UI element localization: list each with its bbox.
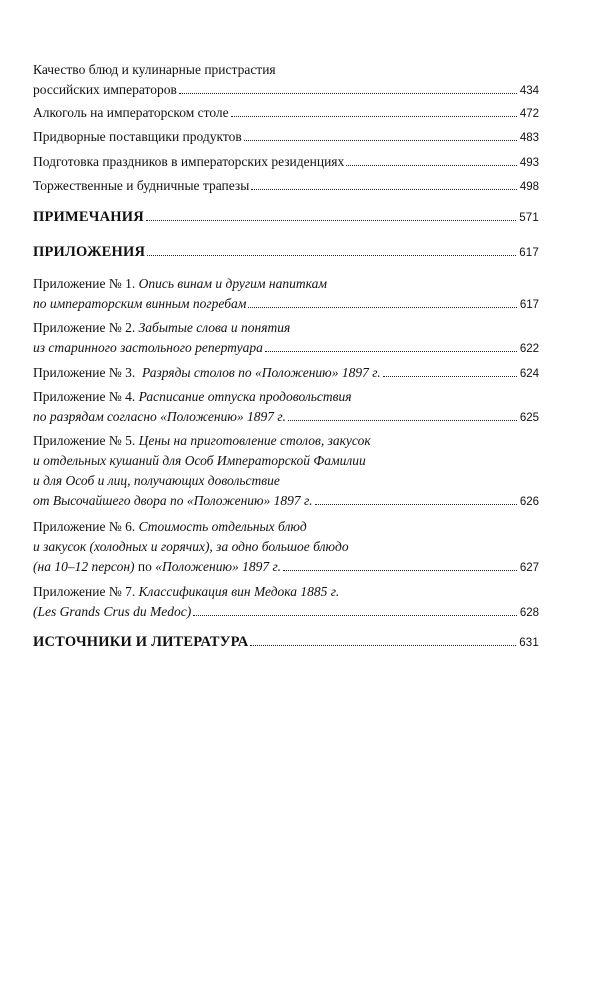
leader-dots [231, 116, 517, 117]
toc-entry-title: Подготовка праздников в императорских резиденциях [33, 154, 345, 169]
leader-dots [265, 351, 517, 352]
page-number: 628 [519, 607, 539, 619]
toc-appendix-4 [33, 387, 539, 427]
toc-entry-suppliers [33, 127, 539, 147]
appendix-label: Приложение № 3. [33, 365, 136, 380]
leader-dots [346, 165, 517, 166]
toc-appendix-3 [33, 363, 539, 383]
appendix-title: Цены на приготовление столов, закусок [138, 433, 371, 448]
page-number: 498 [519, 181, 539, 193]
page-number: 625 [519, 412, 539, 424]
appendix-label: Приложение № 1. [33, 276, 136, 291]
leader-dots [250, 645, 516, 646]
appendix-label: Приложение № 6. [33, 519, 136, 534]
toc-entry-holidays [33, 152, 539, 172]
appendix-title-cont: из старинного застольного репертуара [33, 340, 263, 355]
appendix-title: Разряды столов по «Положению» 1897 г. [141, 365, 381, 380]
appendix-title-cont: и закусок (холодных и горячих), за одно большое блюдо [33, 539, 349, 554]
page-number: 626 [519, 496, 539, 508]
leader-dots [383, 376, 517, 377]
appendix-title: Стоимость отдельных блюд [138, 519, 307, 534]
appendix-title-cont: от Высочайшего двора по «Положению» 1897 г. [33, 493, 313, 508]
page-number: 617 [519, 247, 539, 259]
leader-dots [251, 189, 517, 190]
page-number: 627 [519, 562, 539, 574]
appendix-title-cont: «Положению» 1897 г. [155, 559, 281, 574]
appendix-title-cont: и для Особ и лиц, получающих довольствие [33, 473, 280, 488]
leader-dots [193, 615, 517, 616]
page-number: 624 [519, 368, 539, 380]
leader-dots [244, 140, 517, 141]
page-number: 571 [519, 212, 539, 224]
appendix-title-cont: по императорским винным погребам [33, 296, 247, 311]
appendix-label: Приложение № 2. [33, 320, 136, 335]
appendix-title-cont: по разрядам согласно «Положению» 1897 г. [33, 409, 286, 424]
toc-entry-title: Торжественные и будничные трапезы [33, 178, 250, 193]
page-number: 631 [519, 637, 539, 649]
appendix-label: Приложение № 7. [33, 584, 136, 599]
appendix-label: Приложение № 5. [33, 433, 136, 448]
appendix-title-cont: и отдельных кушаний для Особ Императорской Фамилии [33, 453, 366, 468]
section-title: ПРИЛОЖЕНИЯ [33, 244, 146, 260]
appendix-title-cont: (Les Grands Crus du Medoc) [33, 604, 192, 619]
appendix-title: Расписание отпуска продовольствия [138, 389, 352, 404]
toc-section-notes [33, 207, 539, 227]
toc-entry-title: Придворные поставщики продуктов [33, 129, 242, 144]
appendix-title: Классификация вин Медока 1885 г. [138, 584, 340, 599]
leader-dots [248, 307, 516, 308]
leader-dots [288, 420, 517, 421]
toc-entry-title: Качество блюд и кулинарные пристрастия [33, 62, 276, 77]
toc-entry-alcohol [33, 103, 539, 123]
page-number: 472 [519, 108, 539, 120]
appendix-title: Забытые слова и понятия [138, 320, 291, 335]
page-number: 434 [519, 85, 539, 97]
appendix-label: Приложение № 4. [33, 389, 136, 404]
toc-appendix-5 [33, 431, 539, 511]
toc-section-sources [33, 632, 539, 652]
appendix-title-word: по [137, 559, 152, 574]
page-number: 483 [519, 132, 539, 144]
leader-dots [146, 220, 516, 221]
section-title: ИСТОЧНИКИ И ЛИТЕРАТУРА [33, 634, 249, 650]
toc-appendix-6 [33, 517, 539, 577]
toc-entry-meals [33, 176, 539, 196]
leader-dots [315, 504, 517, 505]
page-number: 493 [519, 157, 539, 169]
section-title: ПРИМЕЧАНИЯ [33, 209, 144, 225]
toc-entry-cuisine-quality [33, 60, 539, 100]
page-number: 617 [519, 299, 539, 311]
toc-appendix-1 [33, 274, 539, 314]
toc-entry-title: Алкоголь на императорском столе [33, 105, 229, 120]
page-number: 622 [519, 343, 539, 355]
leader-dots [179, 93, 517, 94]
appendix-title: Опись винам и другим напиткам [138, 276, 327, 291]
leader-dots [283, 570, 517, 571]
toc-section-appendices [33, 242, 539, 262]
leader-dots [147, 255, 516, 256]
appendix-title-cont: (на 10–12 персон) [33, 559, 135, 574]
toc-appendix-2 [33, 318, 539, 358]
toc-entry-title-cont: российских императоров [33, 82, 177, 97]
toc-appendix-7 [33, 582, 539, 622]
